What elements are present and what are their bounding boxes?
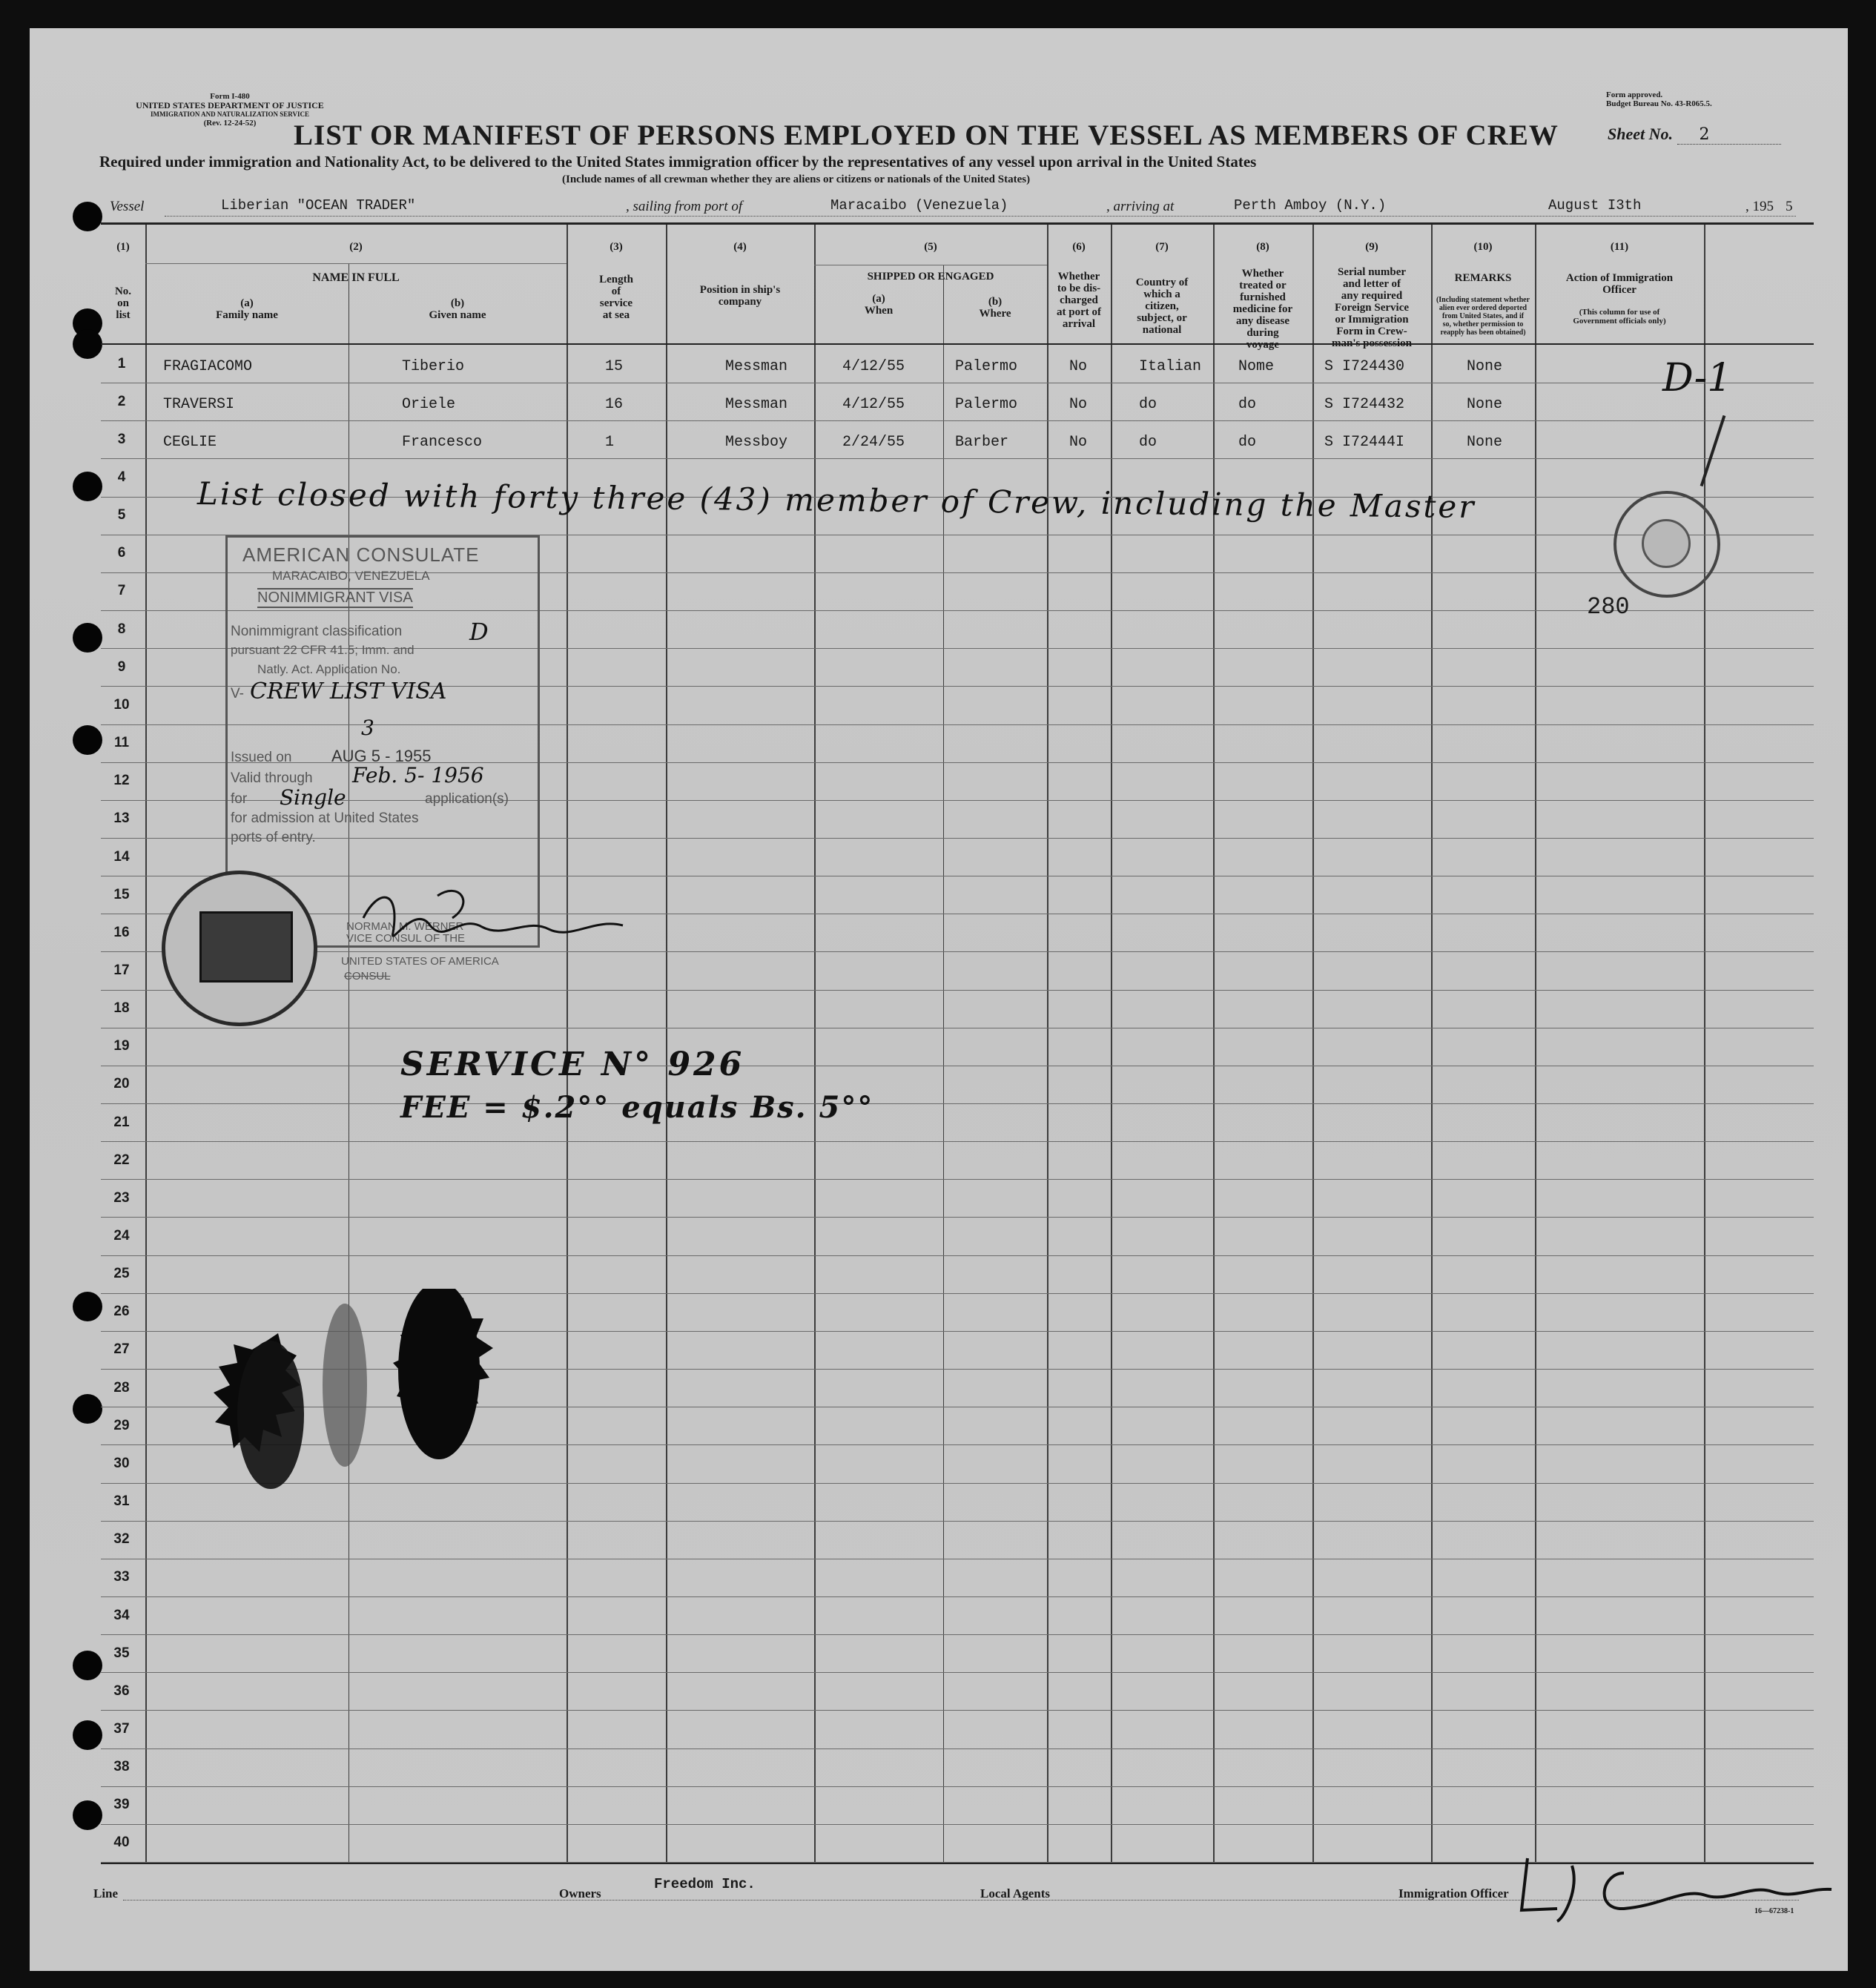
medicine: do <box>1238 395 1257 413</box>
row-number: 8 <box>117 621 126 637</box>
row-number: 25 <box>113 1266 130 1282</box>
family-name: TRAVERSI <box>163 395 235 413</box>
manifest-page <box>30 28 1848 1971</box>
col-3-header: (3) Length of service at sea <box>599 241 633 321</box>
shipped-when: 4/12/55 <box>842 357 905 375</box>
punch-hole <box>73 1394 102 1424</box>
col-6-header: (6) Whether to be dis- charged at port of arrival <box>1057 241 1101 330</box>
row-number: 30 <box>113 1455 130 1471</box>
row-number: 17 <box>113 962 130 978</box>
row-divider <box>101 1521 1814 1522</box>
arrival-port: Perth Amboy (N.Y.) <box>1234 197 1387 214</box>
row-divider <box>101 1141 1814 1142</box>
voyage-line <box>76 196 1811 218</box>
medicine: Nome <box>1238 357 1275 375</box>
country: Italian <box>1139 357 1202 375</box>
row-divider <box>101 1596 1814 1597</box>
row-number: 2 <box>117 393 126 409</box>
serial-number: S I724430 <box>1324 357 1405 375</box>
row-number: 38 <box>113 1759 130 1775</box>
row-number: 1 <box>117 355 126 371</box>
row-number: 5 <box>117 507 126 524</box>
footer-owners-label: Owners <box>559 1886 601 1901</box>
given-name: Tiberio <box>402 357 465 375</box>
punch-hole <box>73 1800 102 1830</box>
punch-hole <box>73 623 102 653</box>
serial-number: S I72444I <box>1324 433 1405 451</box>
given-name: Francesco <box>402 433 483 451</box>
punch-hole <box>73 329 102 359</box>
footer-owners: Freedom Inc. <box>654 1876 756 1892</box>
stamp-count: 3 <box>361 716 374 740</box>
year-suffix: 5 <box>1786 199 1793 214</box>
punch-hole <box>73 1720 102 1750</box>
stamp-pursuant: pursuant 22 CFR 41.5; Imm. and <box>231 643 414 657</box>
col-7-header: (7) Country of which a citizen, subject, or national <box>1135 241 1189 336</box>
row-number: 40 <box>113 1835 130 1851</box>
stamp-issued-value: AUG 5 - 1955 <box>331 747 432 765</box>
row-divider <box>101 1217 1814 1218</box>
stamp-valid-value: Feb. 5- 1956 <box>352 763 484 787</box>
stamp-valid-label: Valid through <box>231 770 313 786</box>
seal-eagle-icon <box>1642 519 1691 568</box>
stamp-visa-value: CREW LIST VISA <box>250 678 447 704</box>
row-divider <box>101 990 1814 991</box>
officer-signature <box>1513 1851 1839 1925</box>
remarks: None <box>1467 357 1503 375</box>
row-number: 6 <box>117 545 126 561</box>
col-5-header: (5) SHIPPED OR ENGAGED <box>867 241 994 283</box>
stamp-classification: D <box>469 618 489 646</box>
row-number: 31 <box>113 1493 130 1510</box>
col-5b-header: (b) Where <box>979 296 1011 320</box>
department: UNITED STATES DEPARTMENT OF JUSTICE <box>136 100 324 110</box>
discharge: No <box>1069 357 1088 375</box>
stamp-visa-type: NONIMMIGRANT VISA <box>257 588 413 608</box>
stamp-classification-label: Nonimmigrant classification <box>231 624 403 639</box>
punch-hole <box>73 472 102 501</box>
service-length: 16 <box>605 395 624 413</box>
position: Messman <box>725 357 788 375</box>
sheet-number <box>1608 125 1781 145</box>
punch-hole <box>73 725 102 755</box>
stamp-consul: CONSUL <box>344 970 391 983</box>
stamp-ports: ports of entry. <box>231 830 316 845</box>
discharge: No <box>1069 433 1088 451</box>
row-number: 13 <box>113 810 130 827</box>
position: Messboy <box>725 433 788 451</box>
col-5a-header: (a) When <box>864 293 894 317</box>
row-divider <box>101 1786 1814 1787</box>
sheet-label: Sheet No. <box>1608 125 1673 143</box>
col-2a-header: (a) Family name <box>216 297 278 321</box>
budget-bureau: Budget Bureau No. 43-R065.5. <box>1606 99 1712 108</box>
row-number: 23 <box>113 1189 130 1206</box>
shipped-where: Palermo <box>955 357 1018 375</box>
col-10-header: (10) REMARKS (Including statement whether alien ever ordered deported from United States, and if so, whether permission to reapply has been obtained) <box>1436 241 1530 337</box>
ink-blot <box>208 1289 519 1519</box>
service-length: 1 <box>605 433 615 451</box>
form-title: LIST OR MANIFEST OF PERSONS EMPLOYED ON THE VESSEL AS MEMBERS OF CREW <box>294 119 1559 151</box>
remarks: None <box>1467 395 1503 413</box>
punch-hole <box>73 1292 102 1321</box>
row-number: 19 <box>113 1038 130 1054</box>
row-number: 26 <box>113 1304 130 1320</box>
form-include-note: (Include names of all crewman whether they are aliens or citizens or nationals of the United States) <box>562 174 1031 185</box>
row-number: 39 <box>113 1797 130 1813</box>
col-8-header: (8) Whether treated or furnished medicine for any disease during voyage <box>1232 241 1293 351</box>
arrival-date: August I3th <box>1548 197 1642 214</box>
row-divider <box>101 1103 1814 1104</box>
row-number: 15 <box>113 886 130 902</box>
stamp-consul-title: VICE CONSUL OF THE <box>346 932 466 945</box>
row-divider <box>101 458 1814 459</box>
stamp-for-label: for <box>231 791 248 807</box>
vessel-label: Vessel <box>110 199 145 214</box>
given-name: Oriele <box>402 395 456 413</box>
form-header-right <box>1606 90 1769 108</box>
row-number: 27 <box>113 1341 130 1358</box>
row-number: 35 <box>113 1645 130 1661</box>
table-row <box>101 383 1814 420</box>
position: Messman <box>725 395 788 413</box>
row-divider <box>101 1179 1814 1180</box>
footer-line-label: Line <box>93 1886 119 1901</box>
fee-stamp-icon <box>199 911 293 983</box>
serial-number: S I724432 <box>1324 395 1405 413</box>
stamp-city: MARACAIBO, VENEZUELA <box>272 569 430 583</box>
family-name: FRAGIACOMO <box>163 357 253 375</box>
row-number: 20 <box>113 1076 130 1092</box>
stamp-visa-prefix: V- <box>231 686 244 701</box>
row-number: 16 <box>113 924 130 940</box>
row-number: 34 <box>113 1607 130 1623</box>
form-requirement: Required under immigration and Nationality Act, to be delivered to the United States immigration officer by the representatives of any vessel upon arrival in the United States <box>99 153 1257 171</box>
row-divider <box>101 1748 1814 1749</box>
row-number: 29 <box>113 1417 130 1433</box>
footer-agents-label: Local Agents <box>980 1886 1050 1901</box>
vessel-name: Liberian "OCEAN TRADER" <box>221 197 416 214</box>
stamp-consul-country: UNITED STATES OF AMERICA <box>341 955 499 968</box>
row-number: 7 <box>117 583 126 599</box>
stamp-title: AMERICAN CONSULATE <box>242 544 480 566</box>
fee-note: FEE = $.2°° equals Bs. 5°° <box>400 1090 874 1125</box>
row-divider <box>101 1634 1814 1635</box>
stamp-act: Natly. Act. Application No. <box>257 662 401 676</box>
row-number: 37 <box>113 1720 130 1737</box>
arriving-label: , arriving at <box>1106 199 1175 214</box>
punch-hole <box>73 1651 102 1680</box>
country: do <box>1139 395 1157 413</box>
row-number: 18 <box>113 1000 130 1017</box>
print-code: 16—67238-1 <box>1754 1907 1794 1915</box>
col-2-header: (2) NAME IN FULL <box>312 241 400 284</box>
stamp-issued-label: Issued on <box>231 750 292 765</box>
shipped-where: Barber <box>955 433 1009 451</box>
row-divider <box>101 1672 1814 1673</box>
row-divider <box>101 1824 1814 1825</box>
col-2b-header: (b) Given name <box>429 297 486 321</box>
consul-signature <box>349 874 630 970</box>
row-number: 33 <box>113 1569 130 1585</box>
discharge: No <box>1069 395 1088 413</box>
row-number: 21 <box>113 1114 130 1130</box>
crew-table <box>101 222 1814 1864</box>
page-number-280: 280 <box>1587 593 1630 621</box>
row-number: 28 <box>113 1379 130 1396</box>
table-row <box>101 420 1814 458</box>
stamp-for-value: Single <box>280 785 346 810</box>
form-number: Form I-480 <box>210 92 250 101</box>
country: do <box>1139 433 1157 451</box>
service: IMMIGRATION AND NATURALIZATION SERVICE <box>151 110 309 118</box>
row-number: 22 <box>113 1152 130 1168</box>
list-closed-note: List closed with forty three (43) member of Crew, including the Master <box>196 475 1476 526</box>
row-number: 12 <box>113 773 130 789</box>
stamp-consul-name: NORMAN M. WERNER <box>346 920 464 933</box>
row-divider <box>101 1255 1814 1256</box>
form-approved: Form approved. <box>1606 90 1663 99</box>
medicine: do <box>1238 433 1257 451</box>
footer-officer-label: Immigration Officer <box>1398 1886 1509 1901</box>
row-number: 24 <box>113 1228 130 1244</box>
service-length: 15 <box>605 357 624 375</box>
shipped-where: Palermo <box>955 395 1018 413</box>
row-divider <box>101 1710 1814 1711</box>
row-number: 4 <box>117 469 126 486</box>
shipped-when: 2/24/55 <box>842 433 905 451</box>
stamp-admission: for admission at United States <box>231 810 419 826</box>
row-number: 3 <box>117 431 126 447</box>
col-1-header: (1) No. on list <box>114 241 132 321</box>
row-number: 32 <box>113 1531 130 1548</box>
remarks: None <box>1467 433 1503 451</box>
consulate-seal <box>1614 491 1720 598</box>
table-row <box>101 345 1814 383</box>
service-number: SERVICE N° 926 <box>400 1046 745 1083</box>
departure-port: Maracaibo (Venezuela) <box>830 197 1008 214</box>
family-name: CEGLIE <box>163 433 217 451</box>
shipped-when: 4/12/55 <box>842 395 905 413</box>
sailing-label: , sailing from port of <box>626 199 743 214</box>
stamp-application: application(s) <box>425 791 509 807</box>
action-mark: D-1 <box>1662 356 1732 400</box>
voyage-underline <box>165 216 1796 217</box>
row-number: 10 <box>113 696 130 713</box>
row-number: 9 <box>117 658 126 675</box>
row-number: 36 <box>113 1682 130 1699</box>
consular-fee-seal <box>162 871 317 1026</box>
col-9-header: (9) Serial number and letter of any required Foreign Service or Immigration Form in Crew- man's possession <box>1332 241 1412 349</box>
col-11-header: (11) Action of Immigration Officer (This column for use of Government officials only) <box>1565 241 1674 326</box>
sheet-value: 2 <box>1677 125 1781 145</box>
year-prefix: , 195 <box>1745 199 1774 214</box>
row-number: 14 <box>113 848 130 865</box>
row-number: 11 <box>113 735 130 751</box>
revision: (Rev. 12-24-52) <box>203 119 257 128</box>
col-4-header: (4) Position in ship's company <box>699 241 781 308</box>
